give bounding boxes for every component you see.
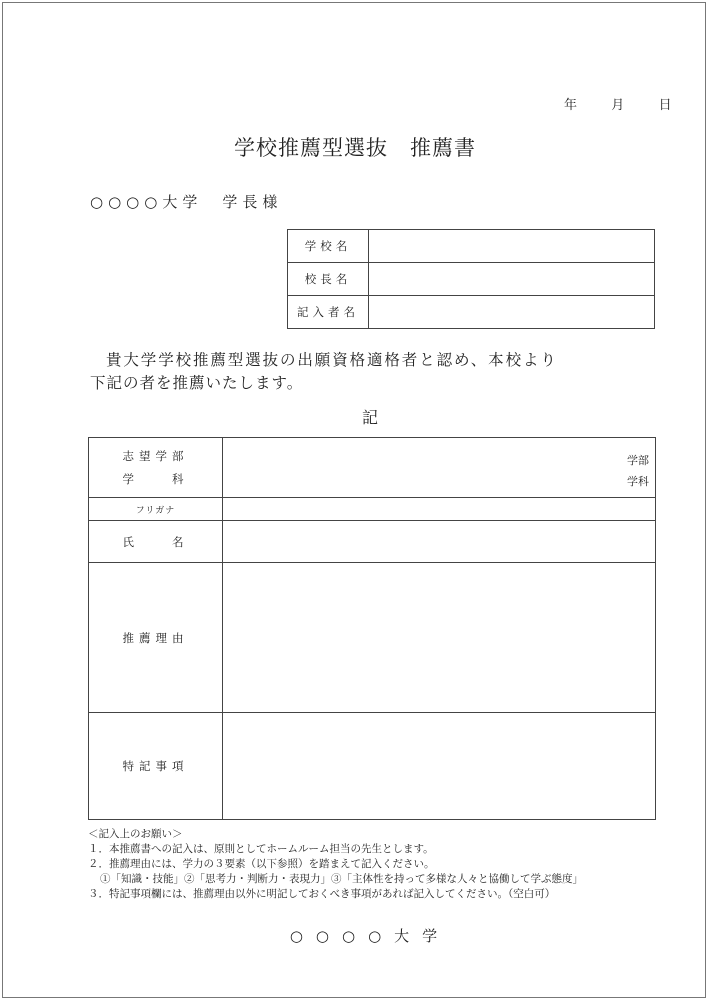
- ki-heading: 記: [361, 408, 378, 427]
- statement-line-1: 貴大学学校推薦型選抜の出願資格適格者と認め、本校より: [106, 351, 558, 369]
- faculty-label: 志望学部: [122, 448, 189, 463]
- school-name-label: 学校名: [288, 230, 369, 263]
- university-footer: ○○○○大学: [289, 927, 451, 945]
- principal-row: [288, 263, 655, 296]
- reason-row: [89, 563, 656, 713]
- school-info-table: [287, 229, 655, 329]
- date-day: 日: [658, 98, 672, 113]
- notes-heading: ＜記入上のお願い＞: [88, 828, 183, 840]
- note-1: １．本推薦書への記入は、原則としてホームルーム担当の先生とします。: [88, 843, 434, 855]
- note-3: ３．特記事項欄には、推薦理由以外に明記しておくべき事項があれば記入してください。（空白可）: [88, 888, 556, 900]
- name-field[interactable]: [223, 521, 656, 563]
- remarks-field[interactable]: [223, 713, 656, 820]
- name-label: 氏 名: [89, 521, 223, 563]
- principal-label: 校長名: [288, 263, 369, 296]
- document-title: 学校推薦型選抜 推薦書: [234, 136, 476, 160]
- writer-label: 記入者名: [288, 296, 369, 329]
- recommendation-statement: [90, 349, 670, 395]
- department-suffix: 学科: [627, 475, 649, 488]
- notes-section: [88, 827, 583, 902]
- furigana-row: [89, 498, 656, 521]
- reason-label: 推薦理由: [89, 563, 223, 713]
- writer-row: [288, 296, 655, 329]
- remarks-row: [89, 713, 656, 820]
- principal-field[interactable]: [369, 263, 655, 296]
- note-2-sub: ①「知識・技能」②「思考力・判断力・表現力」③「主体性を持って多様な人々と協働して学ぶ態度」: [100, 873, 583, 885]
- applicant-table: [88, 437, 656, 820]
- faculty-label-cell: [89, 438, 223, 498]
- furigana-label: フリガナ: [89, 498, 223, 521]
- reason-field[interactable]: [223, 563, 656, 713]
- date-line: [564, 94, 672, 113]
- addressee: ○○○○大学 学長様: [90, 193, 283, 211]
- school-name-field[interactable]: [369, 230, 655, 263]
- school-name-row: [288, 230, 655, 263]
- date-month: 月: [611, 98, 625, 113]
- department-label: 学 科: [122, 471, 189, 486]
- date-year: 年: [564, 98, 578, 113]
- faculty-suffix: 学部: [627, 454, 649, 467]
- faculty-field[interactable]: [223, 438, 656, 498]
- name-row: [89, 521, 656, 563]
- note-2: ２．推薦理由には、学力の３要素（以下参照）を踏まえて記入ください。: [88, 858, 435, 870]
- writer-field[interactable]: [369, 296, 655, 329]
- furigana-field[interactable]: [223, 498, 656, 521]
- remarks-label: 特記事項: [89, 713, 223, 820]
- faculty-row: [89, 438, 656, 498]
- statement-line-2: 下記の者を推薦いたします。: [90, 374, 304, 392]
